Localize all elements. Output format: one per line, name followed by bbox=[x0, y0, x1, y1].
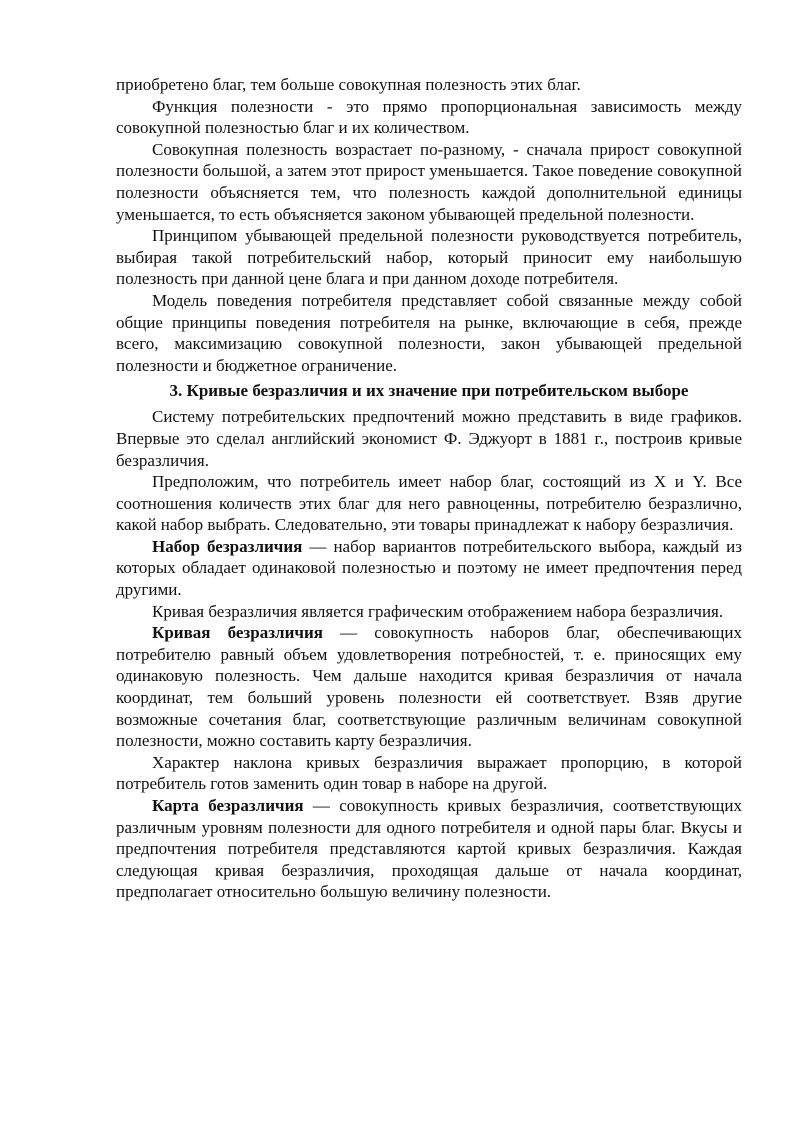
definition-indifference-set-text: — набор вариантов потребительского выбора, каждый из которых обладает одинаковой полезностью и поэтому не имеет предпочтения перед другими. bbox=[116, 536, 742, 600]
paragraph-curve-graphical: Кривая безразличия является графическим отображением набора безразличия. bbox=[152, 601, 724, 621]
paragraph-continuation: приобретено благ, тем больше совокупная полезность этих благ. bbox=[116, 75, 581, 94]
term-indifference-map: Карта безразличия bbox=[152, 796, 304, 815]
paragraph-curve-slope: Характер наклона кривых безразличия выражает пропорцию, в которой потребитель готов заменить один товар в наборе на другой. bbox=[116, 752, 742, 794]
term-indifference-set: Набор безразличия bbox=[152, 536, 303, 556]
document-page bbox=[116, 74, 742, 903]
definition-indifference-curve-text: — совокупность наборов благ, обеспечивающих потребителю равный объем удовлетворения потребностей, т. е. приносящих ему одинаковую полезность. Чем дальше находится кривая безразличия от начала координат, тем больший уровень полезности ей соответствует. Взяв другие возможные сочетания благ, соответствующие различным величинам совокупной полезности, можно составить карту безразличия. bbox=[116, 623, 742, 751]
paragraph-assumption: Предположим, что потребитель имеет набор благ, состоящий из X и Y. Все соотношения количеств этих благ для него равноценны, потребителю безразлично, какой набор выбрать. Следовательно, эти товары принадлежат к набору безразличия. bbox=[116, 472, 742, 535]
paragraph-diminishing-utility-principle: Принципом убывающей предельной полезности руководствуется потребитель, выбирая такой потребительский набор, который приносит ему наибольшую полезность при данной цене блага и при данном доходе потребителя. bbox=[116, 226, 742, 289]
definition-indifference-map-text: — совокупность кривых безразличия, соответствующих различным уровням полезности для одного потребителя и одной пары благ. Вкусы и предпочтения потребителя представляются картой кривых безразличия. Каждая следующая кривая безразличия, проходящая дальше от начала координат, предполагает относительно большую величину полезности. bbox=[116, 796, 742, 902]
paragraph-definition-indifference-map bbox=[116, 795, 742, 903]
paragraph-definition-indifference-set bbox=[116, 536, 742, 601]
paragraph-definition-indifference-curve bbox=[116, 622, 742, 752]
section-heading: 3. Кривые безразличия и их значение при потребительском выборе bbox=[169, 381, 689, 401]
paragraph-total-utility-growth: Совокупная полезность возрастает по-разному, - сначала прирост совокупной полезности большой, а затем этот прирост уменьшается. Такое поведение совокупной полезности объясняется тем, что полезность каждой дополнительной единицы уменьшается, то есть объясняется законом убывающей предельной полезности. bbox=[116, 139, 742, 224]
term-indifference-curve: Кривая безразличия bbox=[152, 623, 323, 643]
paragraph-utility-function: Функция полезности - это прямо пропорциональная зависимость между совокупной полезностью благ и их количеством. bbox=[116, 96, 742, 138]
paragraph-consumer-behavior-model: Модель поведения потребителя представляет собой связанные между собой общие принципы поведения потребителя на рынке, включающие в себя, прежде всего, максимизацию совокупной полезности, закон убывающей предельной полезности и бюджетное ограничение. bbox=[116, 290, 742, 375]
paragraph-preference-system: Систему потребительских предпочтений можно представить в виде графиков. Впервые это сделал английский экономист Ф. Эджуорт в 1881 г., построив кривые безразличия. bbox=[116, 407, 742, 470]
